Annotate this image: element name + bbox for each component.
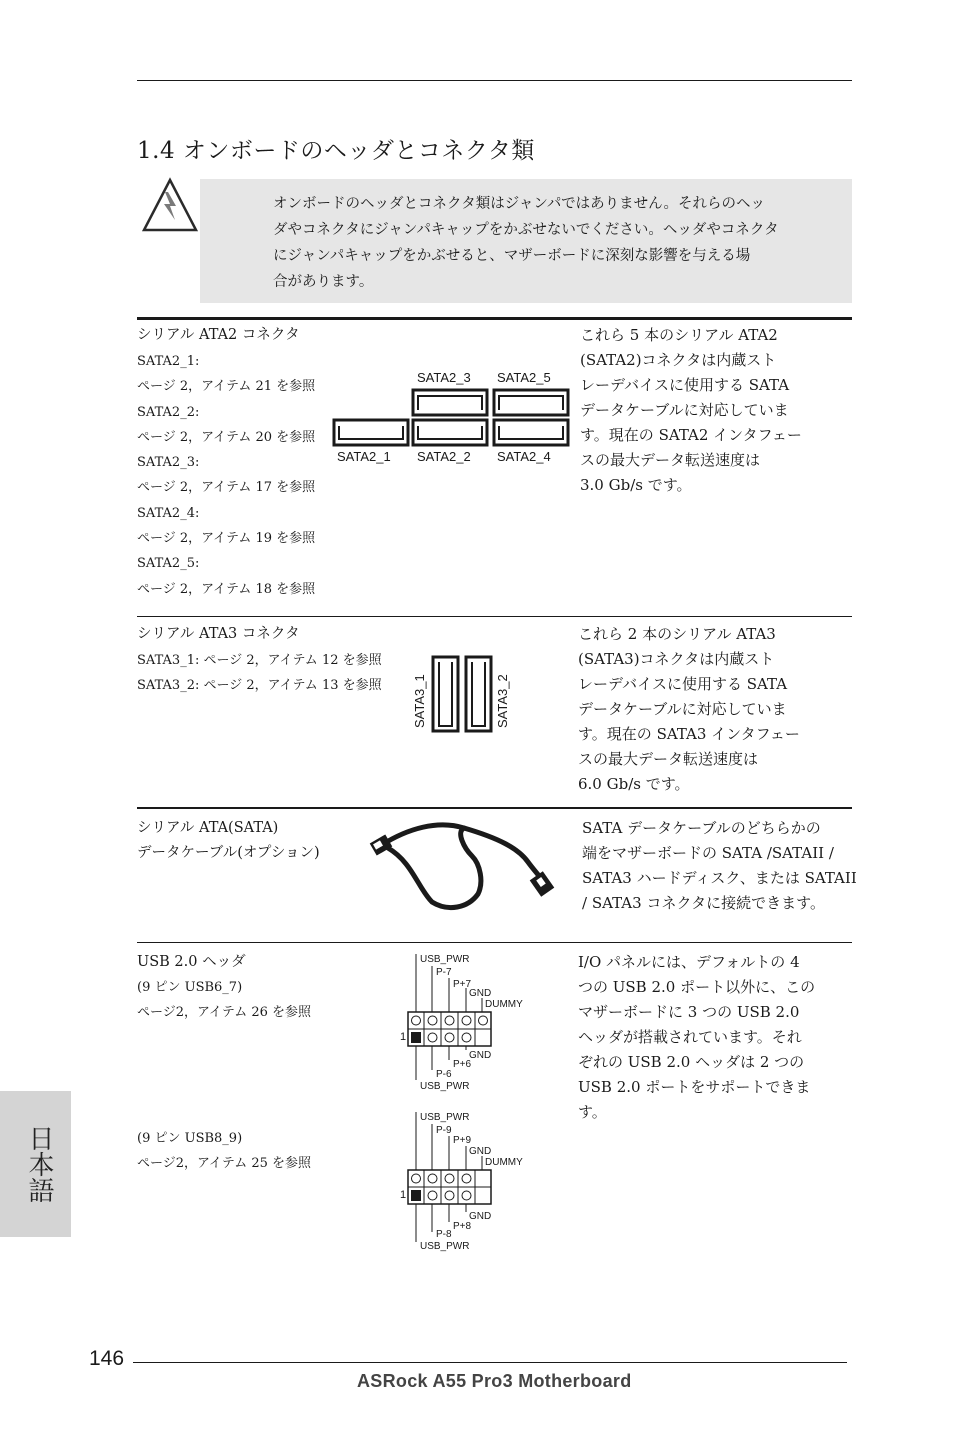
footer-rule xyxy=(133,1362,847,1363)
usb2-label-p-minus-top: P-9 xyxy=(436,1125,452,1136)
sata2-ref-line: SATA2_4: xyxy=(137,505,200,521)
usb-title: USB 2.0 ヘッダ xyxy=(137,954,246,970)
usb2-label-usb-pwr-bottom: USB_PWR xyxy=(420,1241,470,1252)
sata2-desc-line: レーデバイスに使用する SATA xyxy=(580,376,790,394)
usb-header1-line: ページ2，アイテム 26 を参照 xyxy=(137,1005,311,1021)
cable-desc-line: SATA3 ハードディスク、または SATAII xyxy=(582,869,857,887)
sata2-desc-line: 3.0 Gb/s です。 xyxy=(580,476,692,494)
usb-desc-line: I/O パネルには、デフォルトの 4 xyxy=(578,953,800,971)
note-line: ダやコネクタにジャンパキャップをかぶせないでください。ヘッダやコネクタ xyxy=(273,222,779,238)
sata3-title: シリアル ATA3 コネクタ xyxy=(137,626,300,642)
sata3-desc-line: (SATA3)コネクタは内蔵スト xyxy=(578,650,775,668)
sata2-refs xyxy=(137,349,315,602)
usb2-label-p-minus-bottom: P-8 xyxy=(436,1229,452,1240)
sata2-ref-line: ページ 2，アイテム 17 を参照 xyxy=(137,480,316,496)
sata2-desc-line: す。現在の SATA2 インタフェー xyxy=(580,426,802,444)
warning-icon xyxy=(140,176,200,240)
sata3-ref-line: SATA3_2: ページ 2，アイテム 13 を参照 xyxy=(137,678,382,694)
sata2-4-label: SATA2_4 xyxy=(497,449,551,464)
sata2-connector-diagram xyxy=(330,365,570,467)
usb-desc-line: USB 2.0 ポートをサポートできま xyxy=(578,1078,811,1096)
usb1-label-p-plus-top: P+7 xyxy=(453,979,472,990)
cable-title-line: データケーブル(オプション) xyxy=(137,845,320,861)
note-text xyxy=(273,191,793,295)
sata3-desc-line: スの最大データ転送速度は xyxy=(578,750,759,768)
cable-desc-line: 端をマザーボードの SATA /SATAII / xyxy=(582,844,834,862)
usb-header1-line: (9 ピン USB6_7) xyxy=(137,980,243,995)
usb-header1-diagram xyxy=(396,950,546,1095)
sata2-2-connector xyxy=(413,420,487,445)
section-rule-sata2 xyxy=(137,317,852,320)
cable-desc-line: / SATA3 コネクタに接続できます。 xyxy=(582,894,825,912)
sata2-desc-line: データケーブルに対応していま xyxy=(580,401,789,419)
cable-title-line: シリアル ATA(SATA) xyxy=(137,820,279,836)
sata2-ref-line: ページ 2，アイテム 21 を参照 xyxy=(137,379,316,395)
sata2-ref-line: SATA2_3: xyxy=(137,455,200,471)
usb1-label-gnd-top: GND xyxy=(469,988,492,999)
sata3-desc-line: レーデバイスに使用する SATA xyxy=(578,675,788,693)
usb1-label-p-plus-bottom: P+6 xyxy=(453,1059,472,1070)
language-tab-label: 日本語 xyxy=(24,1125,54,1203)
usb-desc-line: マザーボードに 3 つの USB 2.0 xyxy=(578,1003,800,1021)
section-rule-cable xyxy=(137,807,852,809)
sata2-title: シリアル ATA2 コネクタ xyxy=(137,327,300,343)
sata2-desc-line: (SATA2)コネクタは内蔵スト xyxy=(580,351,777,369)
sata2-desc-line: これら 5 本のシリアル ATA2 xyxy=(580,326,778,344)
usb-desc-line: つの USB 2.0 ポート以外に、この xyxy=(578,978,816,996)
usb1-label-usb-pwr-bottom: USB_PWR xyxy=(420,1081,470,1092)
sata3-desc-line: 6.0 Gb/s です。 xyxy=(578,775,690,793)
sata3-refs xyxy=(137,648,382,699)
sata2-3-label: SATA2_3 xyxy=(417,370,471,385)
sata2-ref-line: ページ 2，アイテム 19 を参照 xyxy=(137,531,316,547)
sata2-ref-line: SATA2_2: xyxy=(137,404,200,420)
sata2-1-connector xyxy=(334,420,408,445)
usb2-label-usb-pwr-top: USB_PWR xyxy=(420,1112,470,1123)
sata3-description xyxy=(578,622,800,797)
usb-header1-info xyxy=(137,975,311,1026)
sata2-description xyxy=(580,323,802,498)
sata3-1-connector xyxy=(433,657,458,731)
note-line: にジャンパキャップをかぶせると、マザーボードに深刻な影響を与える場 xyxy=(273,248,751,264)
note-line: 合があります。 xyxy=(273,274,374,290)
usb-desc-line: ヘッダが搭載されています。それ xyxy=(578,1028,802,1046)
usb-desc-line: ぞれの USB 2.0 ヘッダは 2 つの xyxy=(578,1053,805,1071)
sata3-desc-line: データケーブルに対応していま xyxy=(578,700,787,718)
sata2-2-label: SATA2_2 xyxy=(417,449,471,464)
usb1-label-dummy: DUMMY xyxy=(485,999,523,1010)
usb-header2-diagram xyxy=(396,1108,546,1253)
sata3-2-connector xyxy=(466,657,491,731)
footer-text: ASRock A55 Pro3 Motherboard xyxy=(357,1371,632,1391)
usb2-label-p-plus-bottom: P+8 xyxy=(453,1221,472,1232)
sata2-ref-line: ページ 2，アイテム 20 を参照 xyxy=(137,429,316,445)
usb1-label-usb-pwr-top: USB_PWR xyxy=(420,954,470,965)
usb2-pin1-marker xyxy=(411,1190,421,1201)
usb2-label-p-plus-top: P+9 xyxy=(453,1135,472,1146)
usb-header2-line: (9 ピン USB8_9) xyxy=(137,1131,243,1146)
section-title: 1.4 オンボードのヘッダとコネクタ類 xyxy=(137,138,535,164)
sata2-3-connector xyxy=(413,390,487,415)
sata3-desc-line: す。現在の SATA3 インタフェー xyxy=(578,725,800,743)
language-side-tab xyxy=(0,1091,71,1237)
section-rule-sata3 xyxy=(137,616,852,617)
sata2-ref-line: SATA2_1: xyxy=(137,354,200,369)
cable-title xyxy=(137,816,320,866)
cable-description xyxy=(582,816,857,916)
sata-cable-image xyxy=(368,818,564,914)
sata2-5-connector xyxy=(494,390,568,415)
usb1-label-p-minus-bottom: P-6 xyxy=(436,1069,452,1080)
usb-header2-line: ページ2，アイテム 25 を参照 xyxy=(137,1156,311,1172)
usb-description xyxy=(578,950,815,1125)
cable-desc-line: SATA データケーブルのどちらかの xyxy=(582,819,821,837)
usb1-pin1-label: 1 xyxy=(400,1031,407,1043)
sata2-ref-line: ページ 2，アイテム 18 を参照 xyxy=(137,581,316,597)
usb1-label-p-minus-top: P-7 xyxy=(436,967,452,978)
sata2-4-connector xyxy=(494,420,568,445)
usb1-label-gnd-bottom: GND xyxy=(469,1050,492,1061)
header-rule xyxy=(137,80,852,81)
usb2-pin1-label: 1 xyxy=(400,1189,407,1201)
usb2-label-dummy: DUMMY xyxy=(485,1157,523,1168)
usb1-pin1-marker xyxy=(411,1032,421,1043)
usb-desc-line: す。 xyxy=(578,1103,607,1121)
sata3-2-label: SATA3_2 xyxy=(495,674,510,728)
section-rule-usb xyxy=(137,942,852,943)
sata3-connector-diagram xyxy=(405,652,525,738)
usb2-label-gnd-top: GND xyxy=(469,1146,492,1157)
sata3-ref-line: SATA3_1: ページ 2，アイテム 12 を参照 xyxy=(137,653,382,668)
usb-header2-info xyxy=(137,1126,311,1177)
sata2-1-label: SATA2_1 xyxy=(337,449,391,464)
page-number: 146 xyxy=(89,1347,125,1370)
sata2-ref-line: SATA2_5: xyxy=(137,556,200,572)
sata3-desc-line: これら 2 本のシリアル ATA3 xyxy=(578,625,776,643)
sata3-1-label: SATA3_1 xyxy=(412,674,427,728)
usb2-label-gnd-bottom: GND xyxy=(469,1211,492,1222)
note-line: オンボードのヘッダとコネクタ類はジャンパではありません。それらのヘッ xyxy=(273,196,765,212)
sata2-desc-line: スの最大データ転送速度は xyxy=(580,451,761,469)
sata2-5-label: SATA2_5 xyxy=(497,370,551,385)
